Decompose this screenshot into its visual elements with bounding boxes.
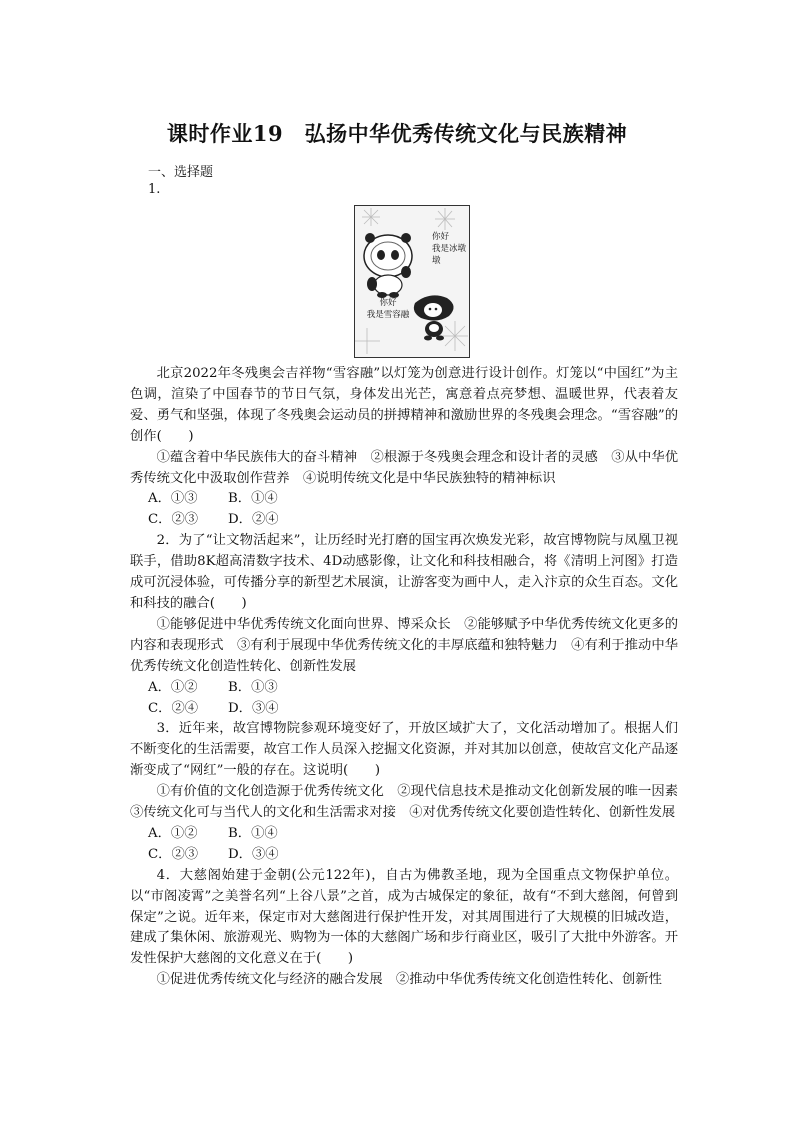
- speech-bubble-bing-dwen-dwen: 你好 我是冰墩墩: [432, 232, 467, 266]
- question-4-statements: ①促进优秀传统文化与经济的融合发展 ②推动中华优秀传统文化创造性转化、创新性: [156, 972, 662, 988]
- option-b: B．①④: [228, 825, 278, 841]
- question-4-stem: 4．大慈阁始建于金朝(公元122年)，自古为佛教圣地，现为全国重点文物保护单位。以“市阁凌霄”之美誉名列“上谷八景”之首，成为古城保定的象征，故有“不到大慈阁，何曾到保定”之说。近年来，保定市对大慈阁进行保护性开发，对其周围进行了大规模的旧城改造，建成了集休闲、旅游观光、购物为一体的大慈阁广场和步行商业区，吸引了大批中外游客。开发性保护大慈阁的文化意义在于( ): [130, 867, 678, 967]
- option-a: A．①③: [148, 491, 198, 507]
- question-2-statements: ①能够促进中华优秀传统文化面向世界、博采众长 ②能够赋予中华优秀传统文化更多的内容和表现形式 ③有利于展现中华优秀传统文化的丰厚底蕴和独特魅力 ④有利于推动中华优秀传统文化创造性转化、创新性发展: [130, 616, 678, 674]
- question-3-options-row1: [130, 824, 678, 845]
- question-3-statements: ①有价值的文化创造源于优秀传统文化 ②现代信息技术是推动文化创新发展的唯一因素 ③传统文化可与当代人的文化和生活需求对接 ④对优秀传统文化要创造性转化、创新性发展: [130, 784, 692, 821]
- option-d: D．②④: [228, 512, 279, 528]
- option-d: D．③④: [228, 846, 279, 862]
- option-b: B．①③: [228, 679, 278, 695]
- question-1-stem: 北京2022年冬残奥会吉祥物“雪容融”以灯笼为创意进行设计创作。灯笼以“中国红”为主色调，渲染了中国春节的节日气氛，身体发出光芒，寓意着点亮梦想、温暖世界，代表着友爱、勇气和坚强，体现了冬残奥会运动员的拼搏精神和激励世界的冬残奥会理念。“雪容融”的创作( ): [130, 366, 678, 444]
- option-c: C．②④: [148, 700, 199, 716]
- bing-dwen-dwen-panda: [364, 233, 412, 298]
- mascot-illustration: [355, 206, 469, 357]
- question-1-number: 1.: [148, 182, 161, 197]
- question-2-options-row1: [130, 678, 678, 699]
- option-b: B．①④: [228, 491, 278, 507]
- question-3-options-row2: [130, 845, 678, 866]
- page-title: 课时作业19 弘扬中华优秀传统文化与民族精神: [166, 121, 628, 146]
- question-1-options-row2: [130, 510, 678, 531]
- question-1-statements: ①蕴含着中华民族伟大的奋斗精神 ②根源于冬残奥会理念和设计者的灵感 ③从中华优秀传统文化中汲取创作营养 ④说明传统文化是中华民族独特的精神标识: [130, 449, 678, 486]
- section-heading: 一、选择题: [148, 165, 214, 180]
- option-d: D．③④: [228, 700, 279, 716]
- option-c: C．②③: [148, 846, 199, 862]
- option-a: A．①②: [148, 825, 198, 841]
- question-2-options-row2: [130, 699, 678, 720]
- questions-body: [130, 364, 692, 991]
- question-2-stem: 2．为了“让文物活起来”，让历经时光打磨的国宝再次焕发光彩，故宫博物院与凤凰卫视联手，借助8K超高清数字技术、4D动感影像，让文化和科技相融合，将《清明上河图》打造成可沉浸体验，可传播分享的新型艺术展演，让游客变为画中人，走入汴京的众生百态。文化和科技的融合( ): [130, 533, 678, 611]
- speech-bubble-shuey-rhon-rhon: 你好 我是雪容融: [366, 298, 410, 320]
- shuey-rhon-rhon-lantern: [414, 295, 454, 340]
- question-3-stem: 3．近年来，故宫博物院参观环境变好了，开放区域扩大了，文化活动增加了。根据人们不断变化的生活需要，故宫工作人员深入挖掘文化资源，并对其加以创意，使故宫文化产品逐渐变成了“网红”一般的存在。这说明( ): [130, 721, 678, 779]
- mascot-figure: [354, 205, 470, 358]
- option-a: A．①②: [148, 679, 198, 695]
- question-1-options-row1: [130, 489, 678, 510]
- option-c: C．②③: [148, 512, 199, 528]
